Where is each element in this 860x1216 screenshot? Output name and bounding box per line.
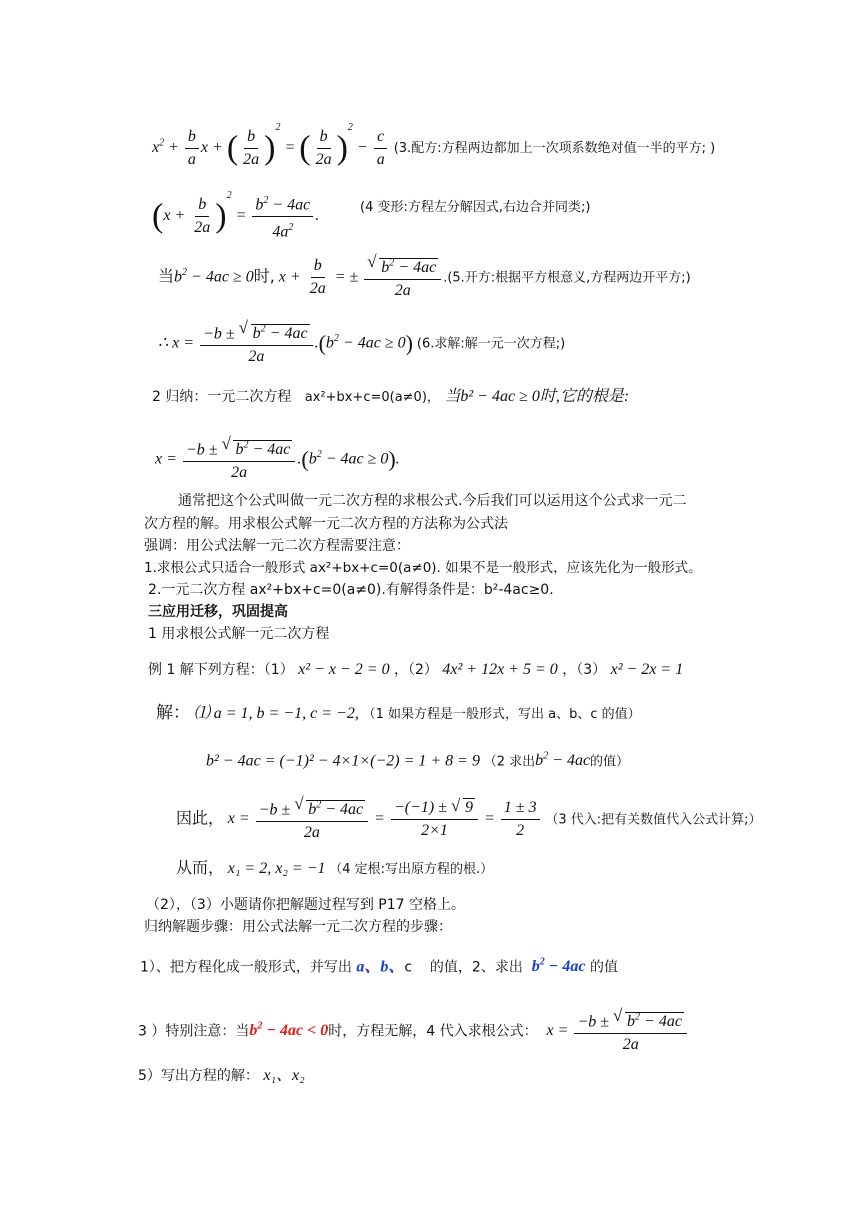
example-lead: 例 1 解下列方程：（1） bbox=[148, 662, 294, 678]
step1-text-a: 1）、把方程化成一般形式，并写出 bbox=[140, 959, 352, 976]
solution-discriminant: b² − 4ac = (−1)² − 4×1×(−2) = 1 + 8 = 9 bbox=[206, 752, 480, 770]
example-1 bbox=[148, 660, 683, 680]
eq-transform: (x + $\frac{b}{2a}$ )$^2$ = $\frac{b^2 - 4ac}{4a^2}$ . bbox=[152, 190, 320, 241]
homework-note: （2），（3）小题请你把解题过程写到 P17 空格上。 bbox=[146, 897, 465, 913]
para-1: 通常把这个公式叫做一元二次方程的求根公式.今后我们可以运用这个公式求一元二 bbox=[178, 493, 687, 509]
section-heading: 三应用迁移，巩固提高 bbox=[148, 604, 288, 620]
para-2: 次方程的解。用求根公式解一元二次方程的方法称为公式法 bbox=[144, 516, 508, 532]
step1-ab: a、b、 bbox=[356, 958, 405, 976]
example-sep3: ，（3） bbox=[562, 662, 607, 678]
summary-lead: 2 归纳：一元二次方程 bbox=[152, 389, 292, 405]
note-step4: (4 变形:方程左分解因式,右边合并同类;) bbox=[360, 200, 591, 215]
summary-eq: ax²+bx+c=0(a≠0)， bbox=[304, 390, 440, 405]
eq-sqrt-step: 当$b^2 - 4ac \ge 0$时, x + $\frac{b}{2a}$ = ± √ $\frac{b^2 - 4ac}{2a}$ .(5.开方:根据平方根意义,方程两边开平方;) bbox=[158, 254, 691, 301]
step5-roots: x₁、x₂ bbox=[263, 1067, 305, 1084]
step-5 bbox=[138, 1066, 305, 1086]
step1-text-d: 的值，2、求出 bbox=[429, 959, 523, 976]
para-4: 1.求根公式只适合一般形式 ax²+bx+c=0(a≠0). 如果不是一般形式，应该先化为一般形式。 bbox=[144, 560, 702, 576]
para-3: 强调：用公式法解一元二次方程需要注意： bbox=[144, 538, 410, 554]
solution-thus: 从而， bbox=[176, 858, 225, 877]
summary-line bbox=[152, 387, 629, 408]
step1-c: c bbox=[404, 959, 413, 976]
example-sep2: ，（2） bbox=[394, 662, 438, 678]
eq-solve-step: ∴ x = $\frac{-b \pm √ b^2 - 4ac}{2a}$ $.(b^2 - 4ac \ge 0)$ (6.求解:解一元一次方程;) bbox=[158, 320, 565, 367]
solution-step4 bbox=[176, 858, 493, 880]
eq-complete-square: $x^2$ + $\frac{b}{a}$ x + ( $\frac{b}{2a}$ )$^2$ = ( $\frac{b}{2a}$ )$^2$ − $\frac{c}{a}$ (3.配方:方程两边都加上一次项系数绝对值一半的平方; ) bbox=[152, 122, 716, 168]
solution-roots: x₁ = 2, x₂ = −1 bbox=[227, 860, 326, 877]
solution-step3: 因此， x = $\frac{-b \pm √ b^2 - 4ac}{2a}$ = $\frac{-(-1) \pm √ 9}{2\times 1}$ = $\frac{1 \pm 3}{2}$ （3 代入:把有关数值代入公式计算;） bbox=[176, 796, 761, 843]
summary-cond: 当b² − 4ac ≥ 0时,它的根是: bbox=[444, 388, 630, 405]
note-step3: (3.配方:方程两边都加上一次项系数绝对值一半的平方; ) bbox=[393, 141, 716, 156]
solution-note2b: 的值） bbox=[590, 754, 630, 770]
step3-text-a: 3 ）特别注意：当 bbox=[138, 1023, 250, 1040]
note-step5: .(5.开方:根据平方根意义,方程两边开平方;) bbox=[443, 270, 691, 286]
step-1: 1）、把方程化成一般形式，并写出 a、b、c 的值，2、求出 $b^2 - 4ac$ 的值 bbox=[140, 957, 618, 976]
solution-step2: b² − 4ac = (−1)² − 4×1×(−2) = 1 + 8 = 9 （2 求出$b^2 - 4ac$的值） bbox=[206, 751, 630, 770]
solution-label: 解： bbox=[156, 703, 190, 723]
solution-therefore: 因此， bbox=[176, 808, 225, 828]
step-3: 3 ）特别注意：当$b^2 - 4ac < 0$时，方程无解，4 代入求根公式： x = $\frac{-b \pm √ b^2 - 4ac}{2a}$ bbox=[138, 1008, 689, 1055]
example-eq3: x² − 2x = 1 bbox=[610, 661, 684, 678]
para-5: 2.一元二次方程 ax²+bx+c=0(a≠0).有解得条件是：b²-4ac≥0. bbox=[148, 582, 554, 598]
note-step6: (6.求解:解一元一次方程;) bbox=[416, 336, 566, 352]
step3-text-b: 时，方程无解，4 代入求根公式： bbox=[328, 1023, 538, 1040]
solution-note2a: （2 求出 bbox=[483, 754, 536, 770]
quadratic-formula: x = $\frac{-b \pm √ b^2 - 4ac}{2a}$ $.(b^2 - 4ac \ge 0)$. bbox=[155, 436, 400, 483]
subsection-heading: 1 用求根公式解一元二次方程 bbox=[148, 626, 330, 642]
example-eq2: 4x² + 12x + 5 = 0 bbox=[442, 661, 558, 678]
steps-title: 归纳解题步骤：用公式法解一元二次方程的步骤： bbox=[144, 919, 452, 935]
example-eq1: x² − x − 2 = 0 bbox=[298, 661, 390, 678]
step5-text-a: 5）写出方程的解： bbox=[138, 1068, 259, 1084]
solution-note1: （1 如果方程是一般形式，写出 a、b、c 的值） bbox=[362, 707, 641, 722]
step1-text-e: 的值 bbox=[589, 959, 618, 976]
solution-note3: （3 代入:把有关数值代入公式计算;） bbox=[545, 812, 762, 828]
solution-note4: （4 定根:写出原方程的根.） bbox=[329, 862, 494, 877]
solution-step1 bbox=[156, 703, 641, 725]
solution-abc: ⑴ a = 1, b = −1, c = −2, bbox=[193, 705, 359, 722]
